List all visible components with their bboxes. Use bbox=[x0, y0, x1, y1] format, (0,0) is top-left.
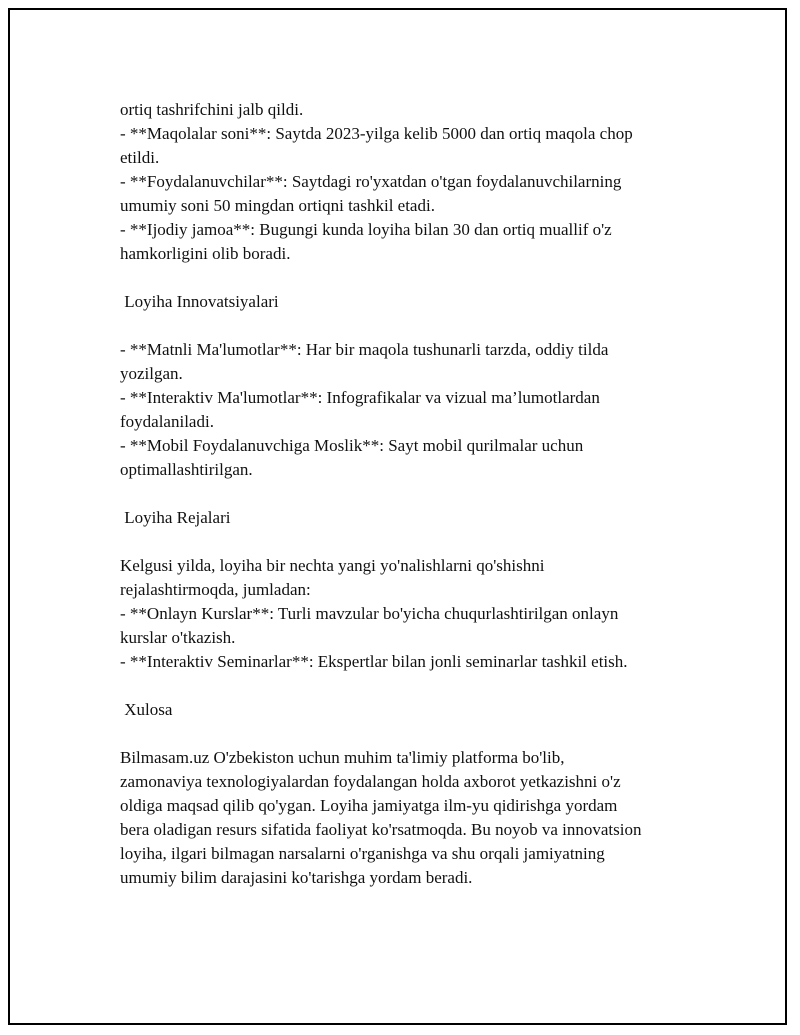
paragraph-gap bbox=[120, 530, 680, 554]
paragraph-gap bbox=[120, 266, 680, 290]
text-line: - **Mobil Foydalanuvchiga Moslik**: Sayt mobil qurilmalar uchun bbox=[120, 436, 584, 455]
text-line: ortiq tashrifchini jalb qildi. bbox=[120, 100, 304, 119]
text-line: umumiy bilim darajasini ko'tarishga yordam beradi. bbox=[120, 868, 473, 887]
text-line: etildi. bbox=[120, 148, 160, 167]
text-line: - **Maqolalar soni**: Saytda 2023-yilga kelib 5000 dan ortiq maqola chop bbox=[120, 124, 633, 143]
text-line: - **Ijodiy jamoa**: Bugungi kunda loyiha bilan 30 dan ortiq muallif o'z bbox=[120, 220, 612, 239]
paragraph-gap bbox=[120, 314, 680, 338]
text-line: - **Foydalanuvchilar**: Saytdagi ro'yxatdan o'tgan foydalanuvchilarning bbox=[120, 172, 622, 191]
section-conclusion bbox=[120, 698, 680, 890]
section-innovations bbox=[120, 290, 680, 482]
text-line: optimallashtirilgan. bbox=[120, 460, 253, 479]
text-line: umumiy soni 50 mingdan ortiqni tashkil etadi. bbox=[120, 196, 435, 215]
text-line: - **Onlayn Kurslar**: Turli mavzular bo'yicha chuqurlashtirilgan onlayn bbox=[120, 604, 619, 623]
paragraph-gap bbox=[120, 722, 680, 746]
paragraph-gap bbox=[120, 482, 680, 506]
section-plans bbox=[120, 506, 680, 674]
section-heading: Loyiha Innovatsiyalari bbox=[120, 292, 279, 311]
text-line: bera oladigan resurs sifatida faoliyat ko'rsatmoqda. Bu noyob va innovatsion bbox=[120, 820, 642, 839]
text-line: hamkorligini olib boradi. bbox=[120, 244, 291, 263]
document-page bbox=[8, 8, 787, 1025]
text-line: rejalashtirmoqda, jumladan: bbox=[120, 580, 311, 599]
document-body bbox=[120, 98, 680, 890]
intro-block bbox=[120, 98, 680, 266]
section-heading: Loyiha Rejalari bbox=[120, 508, 231, 527]
text-line: yozilgan. bbox=[120, 364, 183, 383]
text-line: foydalaniladi. bbox=[120, 412, 214, 431]
text-line: loyiha, ilgari bilmagan narsalarni o'rganishga va shu orqali jamiyatning bbox=[120, 844, 605, 863]
text-line: - **Interaktiv Seminarlar**: Ekspertlar bilan jonli seminarlar tashkil etish. bbox=[120, 652, 628, 671]
text-line: Bilmasam.uz O'zbekiston uchun muhim ta'limiy platforma bo'lib, bbox=[120, 748, 565, 767]
text-line: Kelgusi yilda, loyiha bir nechta yangi yo'nalishlarni qo'shishni bbox=[120, 556, 545, 575]
section-heading: Xulosa bbox=[120, 700, 173, 719]
text-line: kurslar o'tkazish. bbox=[120, 628, 236, 647]
text-line: - **Interaktiv Ma'lumotlar**: Infografikalar va vizual ma’lumotlardan bbox=[120, 388, 600, 407]
text-line: oldiga maqsad qilib qo'ygan. Loyiha jamiyatga ilm-yu qidirishga yordam bbox=[120, 796, 618, 815]
text-line: - **Matnli Ma'lumotlar**: Har bir maqola tushunarli tarzda, oddiy tilda bbox=[120, 340, 609, 359]
text-line: zamonaviya texnologiyalardan foydalangan holda axborot yetkazishni o'z bbox=[120, 772, 621, 791]
paragraph-gap bbox=[120, 674, 680, 698]
